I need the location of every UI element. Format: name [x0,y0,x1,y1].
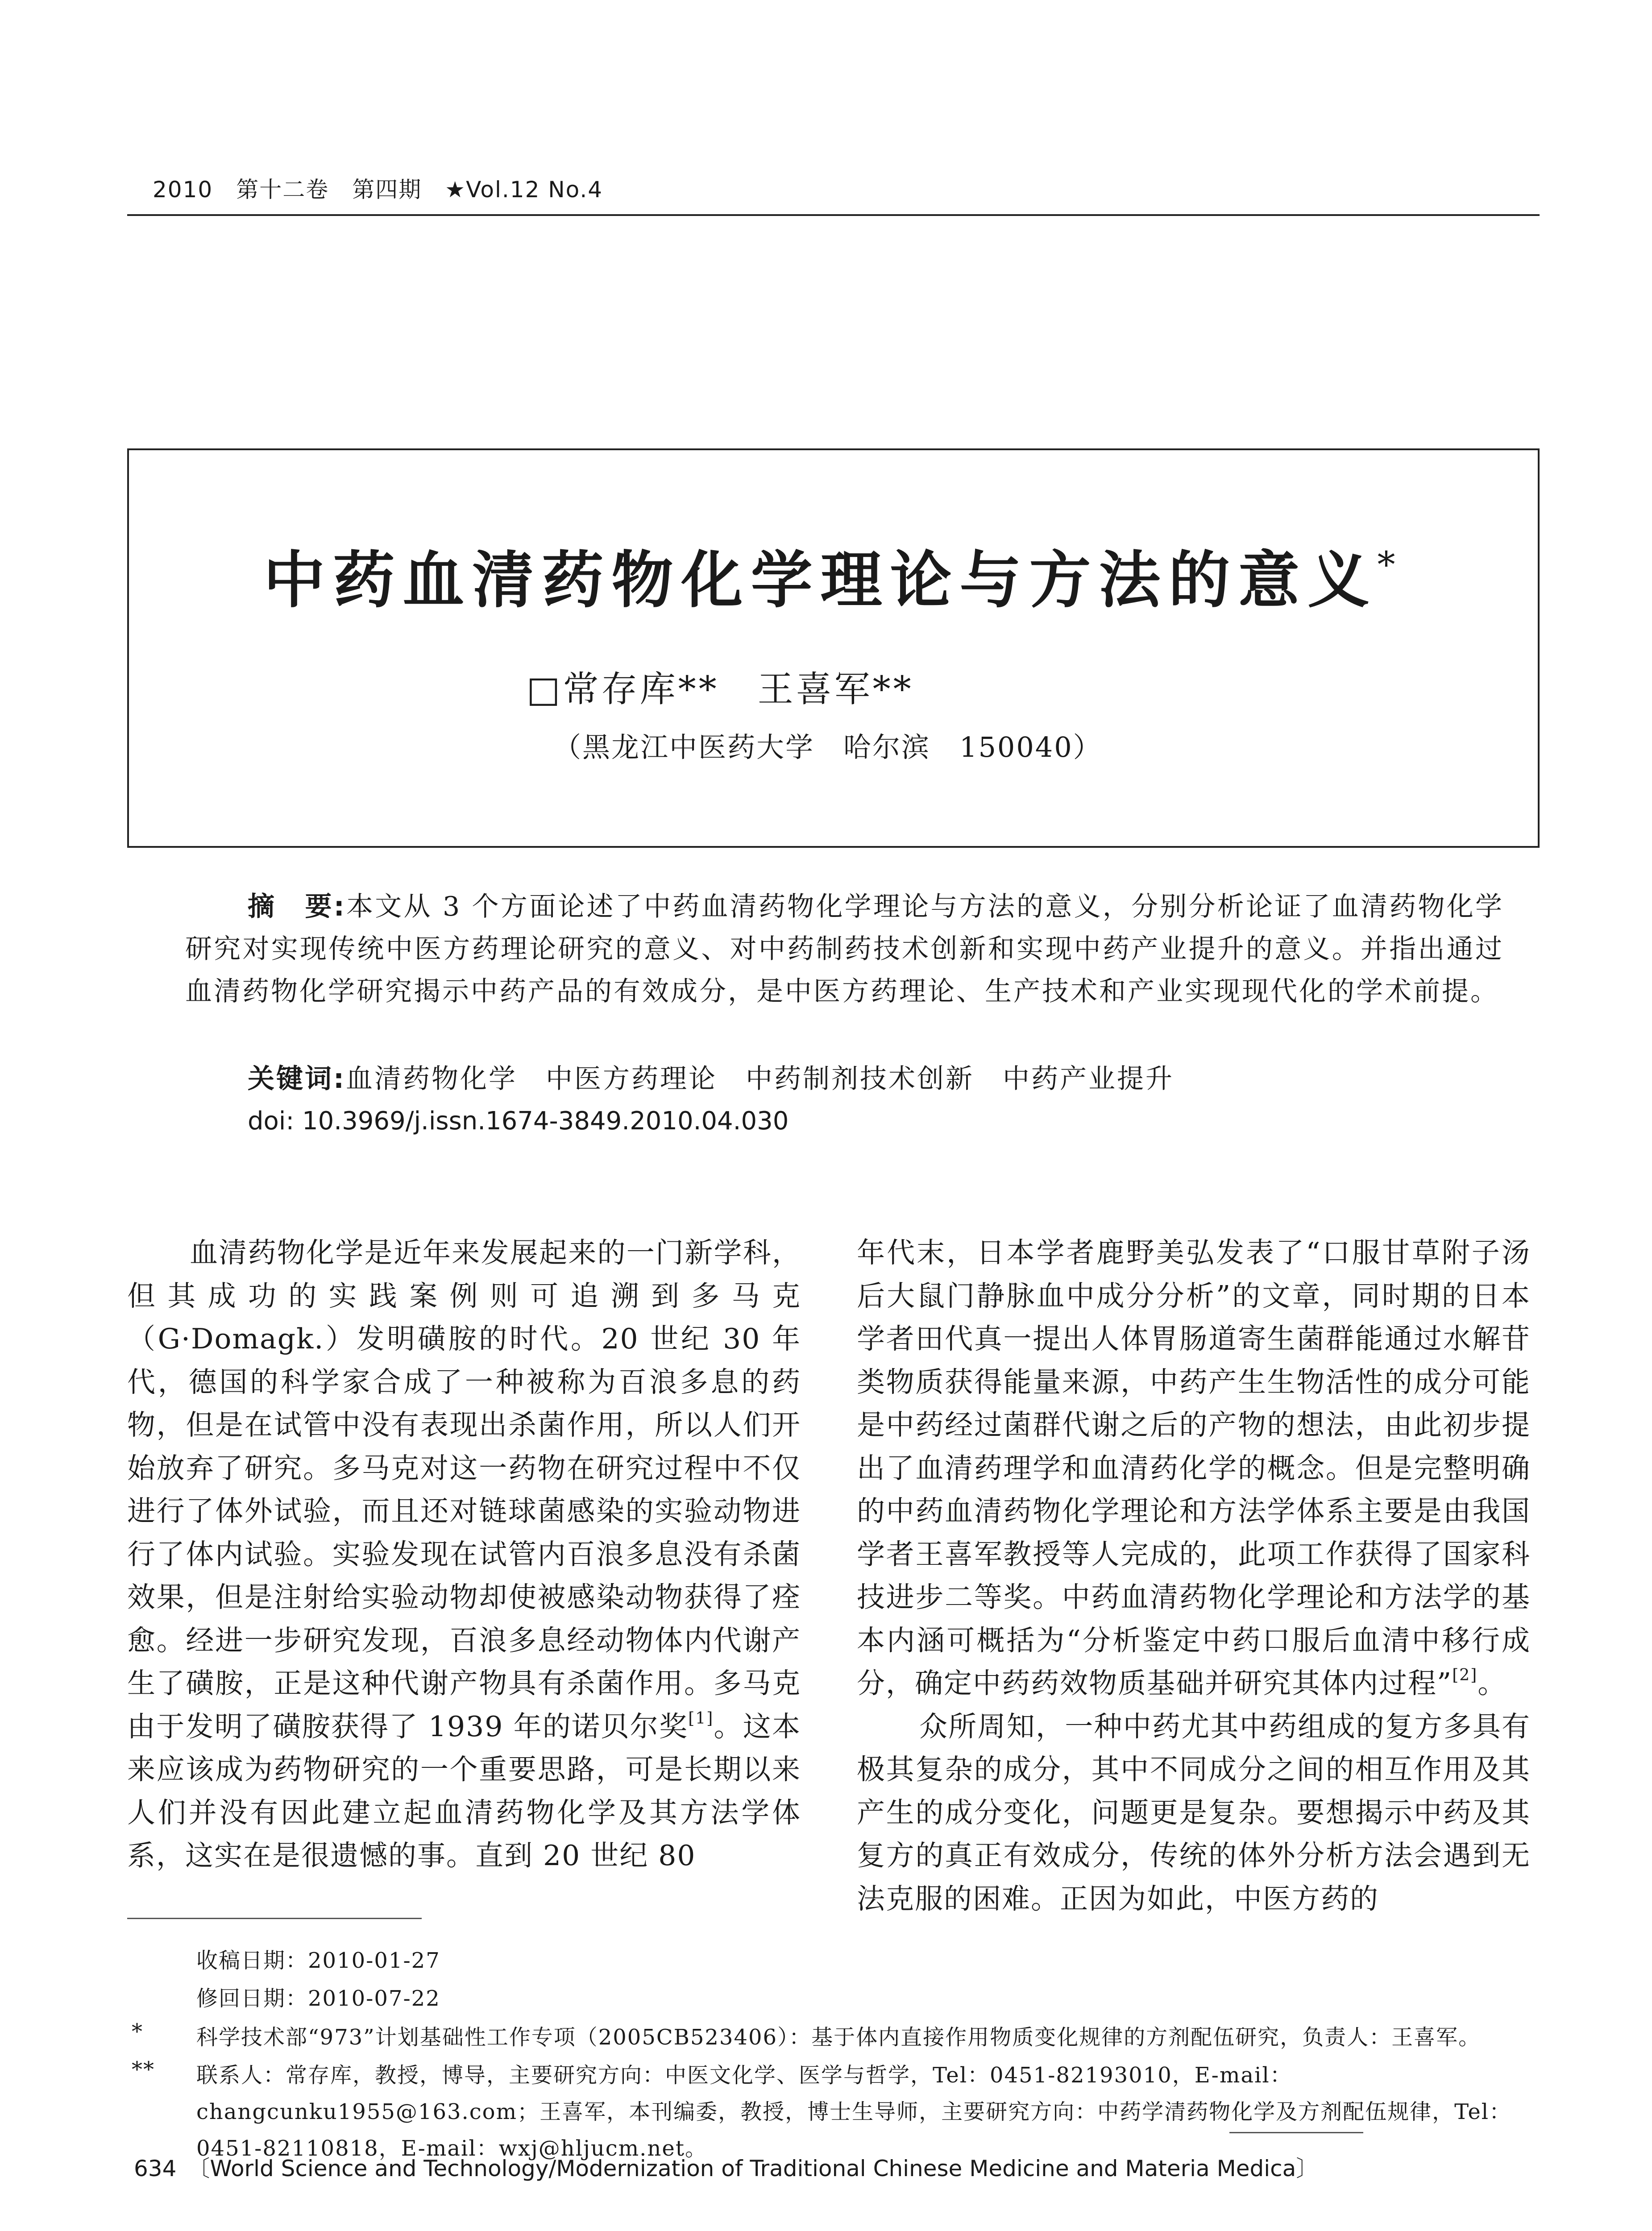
body-paragraph [127,1232,801,1878]
revised-date: 修回日期：2010-07-22 [196,1986,440,2011]
paragraph-text: 。 [1478,1667,1507,1700]
footnote-rule [127,1918,422,1919]
title-text: 中药血清药物化学理论与方法的意义 [263,543,1378,616]
received-date: 收稿日期：2010-01-27 [196,1948,440,1973]
keywords [248,1057,1174,1096]
abstract-label: 摘 要: [248,891,346,922]
header-rule [127,214,1540,216]
body-column-left [127,1232,801,1878]
body-paragraph: 众所周知，一种中药尤其中药组成的复方多具有极其复杂的成分，其中不同成分之间的相互作用及其产生的成分变化，问题更是复杂。要想揭示中药及其复方的真正有效成分，传统的体外分析方法会遇到无法克服的困难。正因为如此，中医方药的 [857,1710,1531,1915]
paragraph-text: 血清药物化学是近年来发展起来的一门新学科，但其成功的实践案例则可追溯到多马克（G·Domagk.）发明磺胺的时代。20 世纪 30 年代，德国的科学家合成了一种被称为百浪多息的药物，但是在试管中没有表现出杀菌作用，所以人们开始放弃了研究。多马克对这一药物在研究过程中不仅进行了体外试验，而且还对链球菌感染的实验动物进行了体内试验。实验发现在试管内百浪多息没有杀菌效果，但是注射给实验动物却使被感染动物获得了痊愈。经进一步研究发现，百浪多息经动物体内代谢产生了磺胺，正是这种代谢产物具有杀菌作用。多马克由于发明了磺胺获得了 1939 年的诺贝尔奖 [127,1236,801,1743]
abstract-text: 本文从 3 个方面论述了中药血清药物化学理论与方法的意义，分别分析论证了血清药物化学研究对实现传统中医方药理论研究的意义、对中药制药技术创新和实现中药产业提升的意义。并指出通过血清药物化学研究揭示中药产品的有效成分，是中医方药理论、生产技术和产业实现现代化的学术前提。 [185,891,1504,1007]
journal-footer: 634 〔World Science and Technology/Modernization of Traditional Chinese Medicine and Materia Medica〕 [134,2156,1319,2181]
funding-footnote: 科学技术部“973”计划基础性工作专项（2005CB523406）：基于体内直接作用物质变化规律的方剂配伍研究，负责人：王喜军。 [196,2025,1481,2050]
paragraph-text: 年代末，日本学者鹿野美弘发表了“口服甘草附子汤后大鼠门静脉血中成分分析”的文章，同时期的日本学者田代真一提出人体胃肠道寄生菌群能通过水解苷类物质获得能量来源，中药产生生物活性的成分可能是中药经过菌群代谢之后的产物的想法，由此初步提出了血清药理学和血清药化学的概念。但是完整明确的中药血清药物化学理论和方法学体系主要是由我国学者王喜军教授等人完成的，此项工作获得了国家科技进步二等奖。中药血清药物化学理论和方法学的基本内涵可概括为“分析鉴定中药口服后血清中移行成分，确定中药药效物质基础并研究其体内过程” [857,1236,1531,1700]
footnote-tail-rule [1229,2132,1363,2133]
contact-footnote: 联系人：常存库，教授，博导，主要研究方向：中医文化学、医学与哲学，Tel：0451-82193010，E-mail：changcunku1955@163.com；王喜军，本刊编委，教授，博士生导师，主要研究方向：中药学清药物化学及方剂配伍规律，Tel：0451-82110818，E-mail：wxj@hljucm.net。 [196,2063,1512,2161]
article-title [127,531,1540,619]
body-column-right [857,1232,1531,1920]
abstract [185,886,1504,1013]
doi: doi: 10.3969/j.issn.1674-3849.2010.04.030 [248,1107,789,1136]
keywords-text: 血清药物化学 中医方药理论 中药制剂技术创新 中药产业提升 [346,1063,1174,1095]
paragraph-text: 。这本来应该成为药物研究的一个重要思路，可是长期以来人们并没有因此建立起血清药物化学及其方法学体系，这实在是很遗憾的事。直到 20 世纪 80 [127,1710,801,1872]
keywords-label: 关键词: [248,1063,346,1095]
footnote-mark: * [132,2019,143,2044]
footnote-mark: ** [132,2057,155,2082]
body-paragraph [857,1232,1531,1705]
title-box [127,448,1540,848]
citation-ref: [1] [688,1709,714,1728]
running-head: 2010 第十二卷 第四期 ★Vol.12 No.4 [153,177,603,203]
affiliation: （黑龙江中医药大学 哈尔滨 150040） [553,731,1102,763]
citation-ref: [2] [1452,1666,1478,1684]
authors: □常存库** 王喜军** [527,668,914,710]
title-footnote-mark: * [1377,544,1403,585]
